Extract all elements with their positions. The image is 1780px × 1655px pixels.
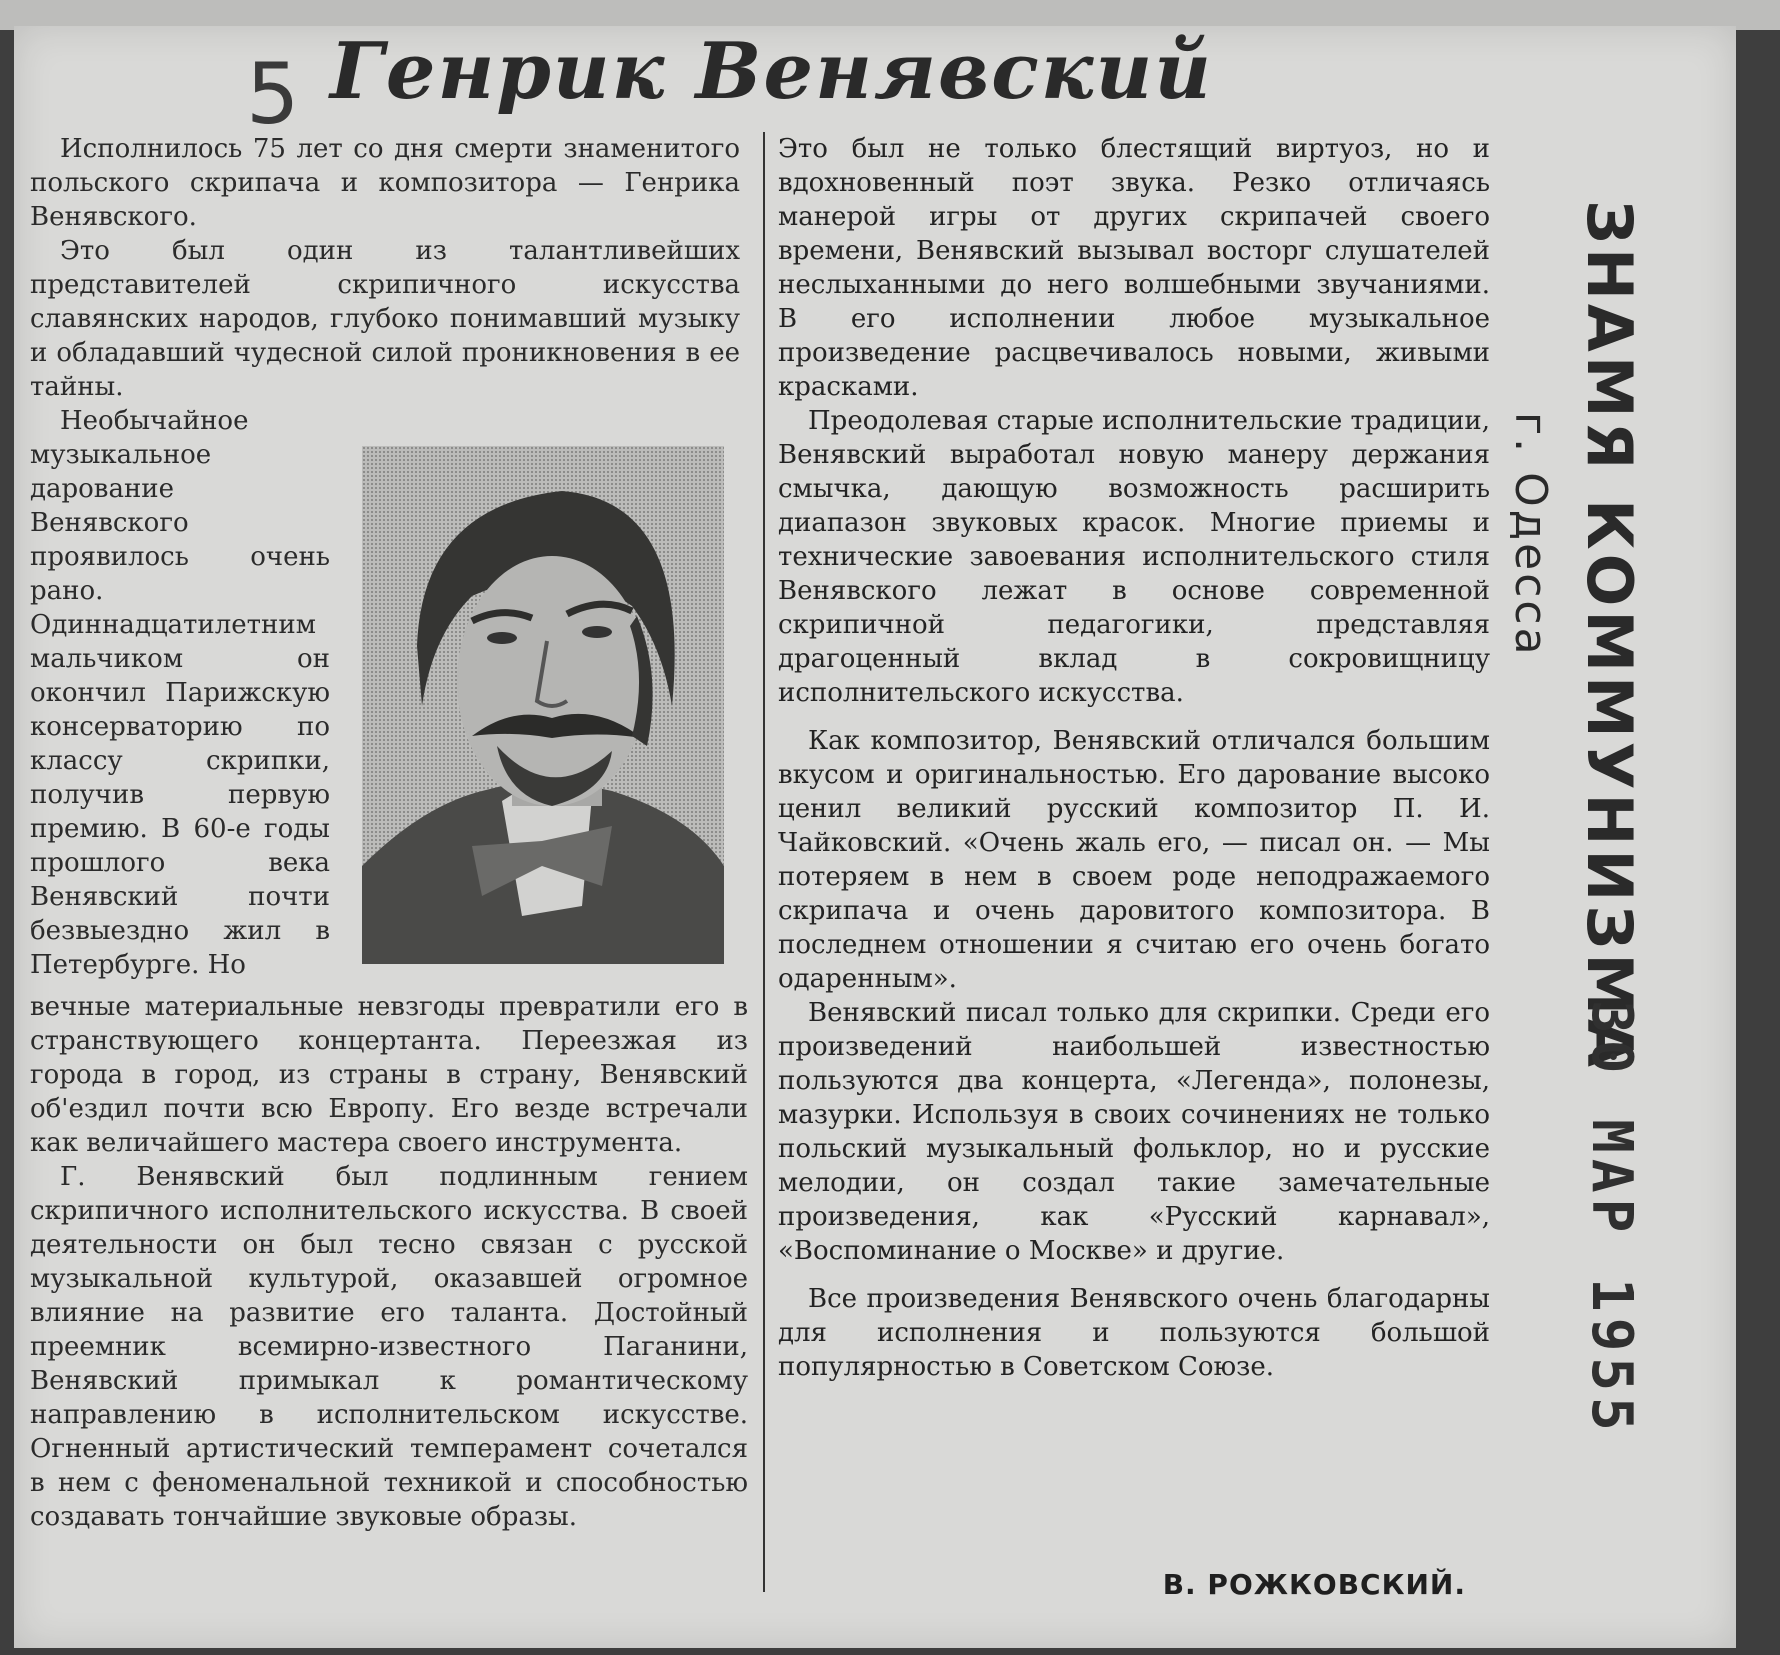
portrait-illustration bbox=[362, 446, 724, 964]
portrait-photo bbox=[362, 446, 724, 964]
column-divider bbox=[763, 132, 765, 1592]
left-column-wrap bbox=[30, 404, 330, 982]
left-column-top bbox=[30, 132, 740, 404]
paragraph: Необычайное музыкальное дарование Венявского проявилось очень рано. Одиннадцатилетним мальчиком он окончил Парижскую консерваторию по классу скрипки, получив первую премию. В 60-е годы прошлого века Венявский почти безвыездно жил в Петербурге. Но bbox=[30, 406, 330, 980]
article-headline: Генрик Венявский bbox=[330, 26, 1213, 117]
paragraph: Исполнилось 75 лет со дня смерти знаменитого польского скрипача и композитора — Генрика Венявского. bbox=[30, 134, 740, 232]
author-signature: В. РОЖКОВСКИЙ. bbox=[1162, 1568, 1466, 1601]
paragraph: Все произведения Венявского очень благодарны для исполнения и пользуются большой популярностью в Советском Союзе. bbox=[778, 1284, 1490, 1382]
paragraph: вечные материальные невзгоды превратили его в странствующего концертанта. Переезжая из города в город, из страны в страну, Венявский об'ездил почти всю Европу. Его везде встречали как величайшего мастера своего инструмента. bbox=[30, 992, 748, 1158]
paragraph: Преодолевая старые исполнительские традиции, Венявский выработал новую манеру держания смычка, дающую возможность расширить диапазон звуковых красок. Многие приемы и технические завоевания исполнительского стиля Венявского лежат в основе современной скрипичной педагогики, представляя драгоценный вклад в сокровищницу исполнительского искусства. bbox=[778, 406, 1490, 708]
pencil-mark: 5 bbox=[246, 45, 300, 143]
paragraph: Венявский писал только для скрипки. Среди его произведений наибольшей известностью пользуются два концерта, «Легенда», полонезы, мазурки. Используя в своих сочинениях не только польский музыкальный фольклор, но и русские мелодии, он создал такие замечательные произведения, как «Русский карнавал», «Воспоминание о Москве» и другие. bbox=[778, 998, 1490, 1266]
paragraph: Как композитор, Венявский отличался большим вкусом и оригинальностью. Его дарование высоко ценил великий русский композитор П. И. Чайковский. «Очень жаль его, — писал он. — Мы потеряем в нем в своем роде неподражаемого скрипача и очень даровитого композитора. В последнем отношении я считаю его очень богато одаренным». bbox=[778, 726, 1490, 994]
right-column bbox=[778, 132, 1490, 1398]
city-label: г. Одесса bbox=[1505, 412, 1556, 658]
newspaper-name-label: ЗНАМЯ КОММУНИЗМА bbox=[1573, 200, 1646, 1072]
left-column-bottom bbox=[30, 990, 748, 1534]
paragraph: Это был один из талантливейших представителей скрипичного искусства славянских народов, глубоко понимавший музыку и обладавший чудесной силой проникновения в ее тайны. bbox=[30, 236, 740, 402]
paragraph: Это был не только блестящий виртуоз, но и вдохновенный поэт звука. Резко отличаясь манерой игры от других скрипачей своего времени, Венявский вызывал восторг слушателей неслыханными до него волшебными звучаниями. В его исполнении любое музыкальное произведение расцвечивалось новыми, живыми красками. bbox=[778, 134, 1490, 402]
paragraph: Г. Венявский был подлинным гением скрипичного исполнительского искусства. В своей деятельности он был тесно связан с русской музыкальной культурой, оказавшей огромное влияние на развитие его таланта. Достойный преемник всемирно-известного Паганини, Венявский примыкал к романтическому направлению в исполнительском искусстве. Огненный артистический темперамент сочетался в нем с феноменальной техникой и способностью создавать тончайшие звуковые образы. bbox=[30, 1162, 748, 1532]
date-stamp: 30 МАР 1955 bbox=[1579, 1000, 1644, 1437]
